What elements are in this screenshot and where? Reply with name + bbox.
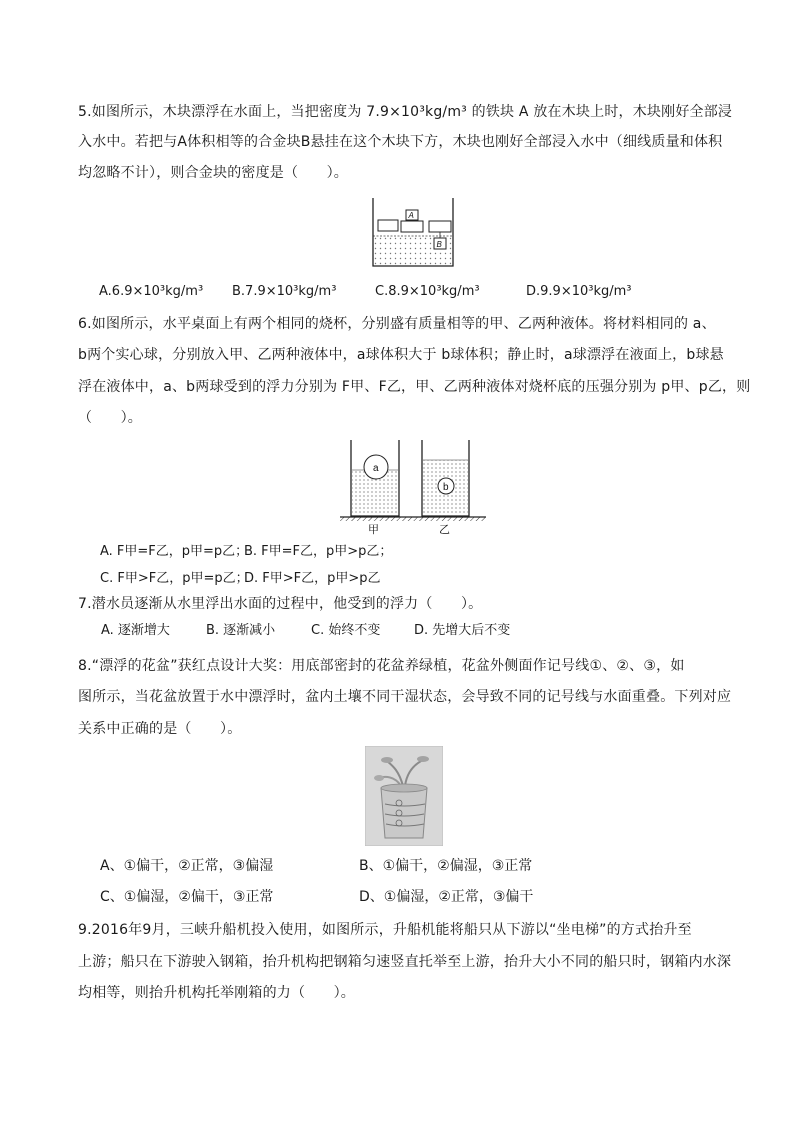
q8-option-a: A、①偏干，②正常，③偏湿 [100,858,274,874]
q6-option-a: A. F甲=F乙，p甲=p乙； [100,544,249,559]
q6-line-4: （ ）。 [78,410,142,426]
q6-left-beaker-label: 甲 [368,523,379,536]
q7-option-d: D. 先增大后不变 [414,623,511,638]
q6-option-b: B. F甲=F乙，p甲>p乙； [244,544,393,559]
q6-option-c: C. F甲>F乙，p甲=p乙； [100,571,249,586]
q6-right-beaker-label: 乙 [439,523,450,536]
q5-line-3: 均忽略不计），则合金块的密度是（ ）。 [78,165,348,181]
q7-line: 7.潜水员逐渐从水里浮出水面的过程中，他受到的浮力（ ）。 [78,596,483,612]
q5-option-c: C.8.9×10³kg/m³ [375,284,480,299]
q8-line-2: 图所示，当花盆放置于水中漂浮时，盆内土壤不同干湿状态，会导致不同的记号线与水面重叠。下列对应 [78,689,732,705]
q9-line-3: 均相等，则抬升机构托举刚箱的力（ ）。 [78,985,355,1001]
q5-option-b: B.7.9×10³kg/m³ [232,284,337,299]
q9-line-2: 上游；船只在下游驶入钢箱，抬升机构把钢箱匀速竖直托举至上游，抬升大小不同的船只时，钢箱内水深 [78,954,732,970]
q6-ball-a-label: a [373,463,379,474]
q7-option-a: A. 逐渐增大 [101,623,170,638]
q8-option-c: C、①偏湿，②偏干，③正常 [100,889,274,905]
q8-option-b: B、①偏干，②偏湿，③正常 [359,858,533,874]
q8-option-d: D、①偏湿，②正常，③偏干 [359,889,534,905]
q8-line-3: 关系中正确的是（ ）。 [78,721,242,737]
q5-line-2: 入水中。若把与A体积相等的合金块B悬挂在这个木块下方，木块也刚好全部浸入水中（细线质量和体积 [78,134,723,150]
q6-line-1: 6.如图所示，水平桌面上有两个相同的烧杯，分别盛有质量相等的甲、乙两种液体。将材料相同的 a、 [78,316,716,332]
q6-line-3: 浮在液体中，a、b两球受到的浮力分别为 F甲、F乙，甲、乙两种液体对烧杯底的压强分别为 p甲、p乙，则 [78,379,751,395]
q6-option-d: D. F甲>F乙，p甲>p乙 [244,571,381,586]
q5-line-1: 5.如图所示，木块漂浮在水面上，当把密度为 7.9×10³kg/m³ 的铁块 A 放在木块上时，木块刚好全部浸 [78,104,733,120]
q5-figure-label-a: A [408,211,414,220]
q6-ball-b-label: b [443,482,449,493]
q6-figure-beakers-diagram [338,438,490,536]
q5-figure-label-b: B [436,240,442,249]
q8-line-1: 8.“漂浮的花盆”获红点设计大奖：用底部密封的花盆养绿植，花盆外侧面作记号线①、②、③，如 [78,658,685,674]
q7-option-c: C. 始终不变 [311,623,381,638]
q5-option-d: D.9.9×10³kg/m³ [526,284,632,299]
q5-option-a: A.6.9×10³kg/m³ [99,284,204,299]
q7-option-b: B. 逐渐减小 [206,623,276,638]
q6-line-2: b两个实心球，分别放入甲、乙两种液体中，a球体积大于 b球体积；静止时，a球漂浮在液面上，b球悬 [78,347,724,363]
q8-flowerpot-photo [365,746,443,846]
q5-figure-container-diagram [368,196,458,270]
q9-line-1: 9.2016年9月，三峡升船机投入使用，如图所示，升船机能将船只从下游以“坐电梯”的方式抬升至 [78,922,692,938]
